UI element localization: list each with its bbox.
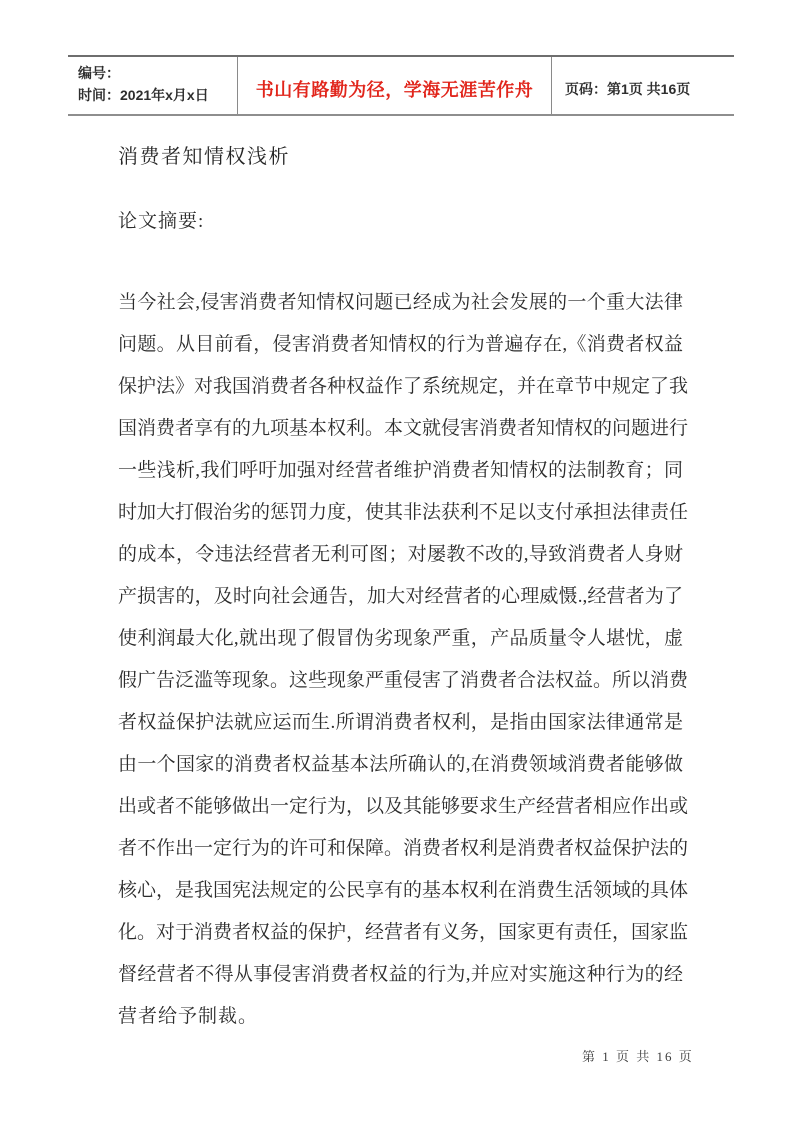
header-page-info: 页码：第1页 共16页 <box>565 80 691 97</box>
header-cell-motto <box>237 57 551 114</box>
body-line: 国消费者享有的九项基本权利。本文就侵害消费者知情权的问题进行 <box>118 418 689 439</box>
body-line: 一些浅析,我们呼吁加强对经营者维护消费者知情权的法制教育；同 <box>118 460 683 481</box>
body-line: 出或者不能够做出一定行为，以及其能够要求生产经营者相应作出或 <box>118 796 689 817</box>
body-paragraph <box>118 282 689 1038</box>
body-line: 产损害的，及时向社会通告，加大对经营者的心理威慑.,经营者为了 <box>118 586 683 607</box>
body-line: 核心，是我国宪法规定的公民享有的基本权利在消费生活领域的具体 <box>118 880 689 901</box>
body-line: 问题。从目前看，侵害消费者知情权的行为普遍存在,《消费者权益 <box>118 334 683 355</box>
body-line: 者权益保护法就应运而生.所谓消费者权利，是指由国家法律通常是 <box>118 712 683 733</box>
doc-date-label: 时间：2021年x月x日 <box>78 87 209 103</box>
header-cell-page <box>551 57 734 114</box>
body-line: 化。对于消费者权益的保护，经营者有义务，国家更有责任，国家监 <box>118 922 689 943</box>
body-line: 时加大打假治劣的惩罚力度，使其非法获利不足以支付承担法律责任 <box>118 502 689 523</box>
body-line: 由一个国家的消费者权益基本法所确认的,在消费领域消费者能够做 <box>118 754 683 775</box>
doc-number-label: 编号： <box>78 65 120 81</box>
abstract-label: 论文摘要: <box>118 211 205 232</box>
header-table <box>68 55 734 116</box>
body-line: 使利润最大化,就出现了假冒伪劣现象严重，产品质量令人堪忧，虚 <box>118 628 683 649</box>
motto-text: 书山有路勤为径，学海无涯苦作舟 <box>255 79 534 100</box>
body-line: 假广告泛滥等现象。这些现象严重侵害了消费者合法权益。所以消费 <box>118 670 689 691</box>
body-line: 的成本，令违法经营者无利可图；对屡教不改的,导致消费者人身财 <box>118 544 683 565</box>
page-title: 消费者知情权浅析 <box>118 146 290 168</box>
body-line: 督经营者不得从事侵害消费者权益的行为,并应对实施这种行为的经 <box>118 964 683 985</box>
body-line: 者不作出一定行为的许可和保障。消费者权利是消费者权益保护法的 <box>118 838 689 859</box>
body-line: 营者给予制裁。 <box>118 1006 259 1027</box>
body-line: 保护法》对我国消费者各种权益作了系统规定，并在章节中规定了我 <box>118 376 689 397</box>
footer-page-number: 第 1 页 共 16 页 <box>582 1049 694 1064</box>
header-cell-meta <box>68 57 237 114</box>
body-line: 当今社会,侵害消费者知情权问题已经成为社会发展的一个重大法律 <box>118 292 683 313</box>
